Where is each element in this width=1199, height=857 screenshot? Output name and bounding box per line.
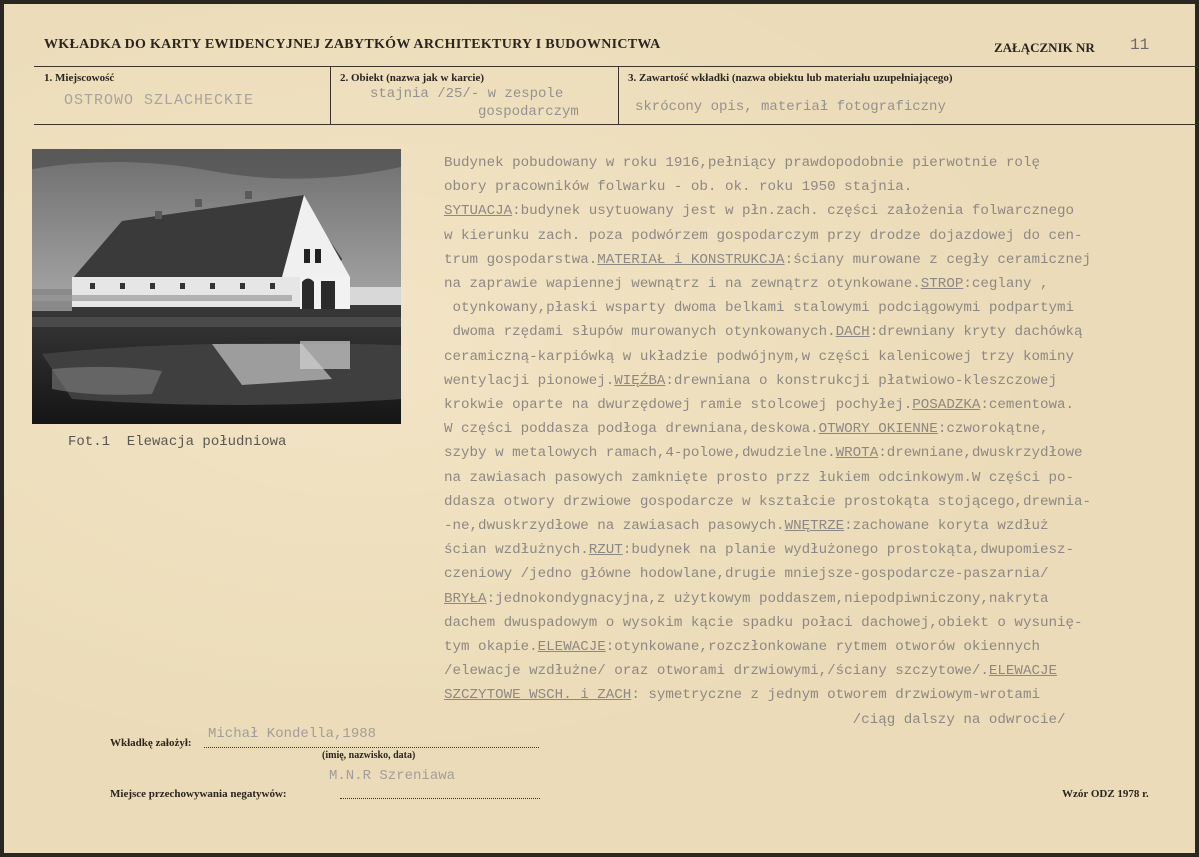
photo-caption: Fot.1 Elewacja południowa (68, 434, 287, 450)
description-line (444, 224, 1091, 248)
field-divider (618, 66, 619, 124)
storage-dotted-line (340, 798, 540, 799)
storage-value: M.N.R Szreniawa (329, 768, 456, 784)
description-line (444, 538, 1091, 562)
field-2-value-line2: gospodarczym (478, 104, 579, 120)
description-line (444, 272, 1091, 296)
typed-description (444, 151, 1091, 732)
description-text: na zaprawie wapiennej wewnątrz i na zewnątrz otynkowane. (444, 276, 921, 293)
description-line (444, 175, 1091, 199)
description-line (444, 587, 1091, 611)
description-line (444, 611, 1091, 635)
section-heading: POSADZKA (912, 397, 981, 414)
description-line (444, 441, 1091, 465)
description-line (444, 296, 1091, 320)
description-line (444, 562, 1091, 586)
description-text: :budynek usytuowany jest w płn.zach. części założenia folwarcznego (512, 203, 1075, 220)
barn-photo-illustration (32, 149, 401, 424)
description-text: :zachowane koryta wzdłuż (844, 518, 1049, 535)
description-line (444, 635, 1091, 659)
description-text: krokwie oparte na dwurzędowej ramie stolcowej pochyłej. (444, 397, 913, 414)
description-text: :drewniany kryty dachówką (869, 324, 1083, 341)
section-heading: OTWORY OKIENNE (818, 421, 938, 438)
author-value: Michał Kondella,1988 (208, 726, 377, 742)
description-line (444, 199, 1091, 223)
description-text: trum gospodarstwa. (444, 251, 598, 268)
description-line (444, 151, 1091, 175)
description-text: Budynek pobudowany w roku 1916,pełniący prawdopodobnie pierwotnie rolę (444, 155, 1040, 171)
field-3-label: 3. Zawartość wkładki (nazwa obiektu lub materiału uzupełniającego) (628, 72, 953, 84)
description-text: :ceglany , (963, 276, 1049, 293)
description-text: szyby w metalowych ramach,4-polowe,dwudzielne. (444, 445, 836, 462)
section-heading: SZCZYTOWE WSCH. i ZACH (444, 687, 632, 704)
inventory-card-insert (4, 4, 1195, 853)
form-title: WKŁADKA DO KARTY EWIDENCYJNEJ ZABYTKÓW ARCHITEKTURY I BUDOWNICTWA (44, 37, 661, 52)
description-text: :czworokątne, (937, 421, 1049, 438)
description-text: /ciąg dalszy na odwrocie/ (444, 711, 1066, 728)
description-text: ścian wzdłużnych. (444, 542, 589, 559)
author-label: Wkładkę założył: (110, 737, 192, 749)
description-text: dwoma rzędami słupów murowanych otynkowanych. (444, 324, 836, 341)
description-line (444, 514, 1091, 538)
section-heading: RZUT (588, 542, 623, 559)
storage-label: Miejsce przechowywania negatywów: (110, 788, 287, 800)
author-hint: (imię, nazwisko, data) (322, 750, 416, 761)
description-text: -ne,dwuskrzydłowe na zawiasach pasowych. (444, 518, 785, 535)
description-text: :cementowa. (980, 397, 1075, 414)
description-line (444, 345, 1091, 369)
annex-label: ZAŁĄCZNIK NR (994, 40, 1095, 55)
section-heading: STROP (920, 276, 964, 293)
description-line (444, 683, 1091, 707)
description-text: ceramiczną-karpiówką w układzie podwójnym,w części kalenicowej trzy kominy (444, 348, 1075, 365)
description-text: wentylacji pionowej. (444, 372, 615, 389)
description-text: czeniowy /jedno główne hodowlane,drugie mniejsze-gospodarcze-paszarnia/ (444, 566, 1049, 583)
description-line (444, 417, 1091, 441)
author-dotted-line (204, 747, 539, 748)
description-text: dachem dwuspadowym o wysokim kącie spadku połaci dachowej,obiekt o wysunię- (444, 614, 1083, 631)
description-text: ddasza otwory drzwiowe gospodarcze w kształcie prostokąta stojącego,drewnia- (444, 493, 1092, 510)
section-heading: WROTA (835, 445, 879, 462)
field-2-value-line1: stajnia /25/- w zespole (370, 86, 564, 102)
description-text: : symetryczne z jednym otworem drzwiowym-wrotami (631, 687, 1040, 704)
description-line (444, 320, 1091, 344)
description-line (444, 393, 1091, 417)
description-line (444, 369, 1091, 393)
section-heading: ELEWACJE (988, 663, 1058, 680)
description-line (444, 659, 1091, 683)
section-heading: WIĘŹBA (614, 372, 666, 389)
section-heading: MATERIAŁ i KONSTRUKCJA (597, 251, 785, 268)
section-heading: SYTUACJA (444, 203, 513, 220)
building-photo (32, 149, 401, 424)
description-text: obory pracowników folwarku - ob. ok. roku 1950 stajnia. (444, 179, 913, 196)
field-2-label: 2. Obiekt (nazwa jak w karcie) (340, 72, 485, 84)
template-note: Wzór ODZ 1978 r. (1062, 788, 1149, 800)
description-text: :drewniane,dwuskrzydłowe (878, 445, 1083, 462)
description-text: :otynkowane,rozczłonkowane rytmem otworów okiennych (605, 639, 1040, 656)
section-heading: BRYŁA (444, 590, 487, 607)
description-text: w kierunku zach. poza podwórzem gospodarczym przy drodze dojazdowej do cen- (444, 227, 1083, 244)
fields-bottom-rule (34, 124, 1199, 125)
description-text: tym okapie. (444, 639, 538, 656)
field-divider (330, 66, 331, 124)
header-rule (34, 66, 1199, 67)
description-text: :budynek na planie wydłużonego prostokąta,dwupomiesz- (622, 542, 1075, 559)
description-line (444, 466, 1091, 490)
description-text: :jednokondygnacyjna,z użytkowym poddaszem,niepodpiwniczony,nakryta (486, 590, 1049, 607)
section-heading: WNĘTRZE (784, 518, 845, 535)
field-3-value: skrócony opis, materiał fotograficzny (635, 99, 946, 115)
description-text: na zawiasach pasowych zamknięte prosto przz łukiem odcinkowym.W części po- (444, 469, 1075, 486)
section-heading: ELEWACJE (537, 639, 606, 656)
description-line (444, 490, 1091, 514)
annex-number: 11 (1130, 36, 1150, 54)
description-line (444, 708, 1091, 732)
section-heading: DACH (835, 324, 870, 341)
description-text: W części poddasza podłoga drewniana,deskowa. (444, 421, 819, 438)
description-text: otynkowany,płaski wsparty dwoma belkami stalowymi podciągowymi podpartymi (444, 300, 1075, 317)
field-1-value: OSTROWO SZLACHECKIE (64, 92, 255, 109)
description-text: :drewniana o konstrukcji płatwiowo-kleszczowej (665, 372, 1058, 389)
description-text: :ściany murowane z cegły ceramicznej (784, 251, 1092, 268)
field-1-label: 1. Miejscowość (44, 72, 115, 84)
description-line (444, 248, 1091, 272)
description-text: /elewacje wzdłużne/ oraz otworami drzwiowymi,/ściany szczytowe/. (444, 663, 989, 680)
